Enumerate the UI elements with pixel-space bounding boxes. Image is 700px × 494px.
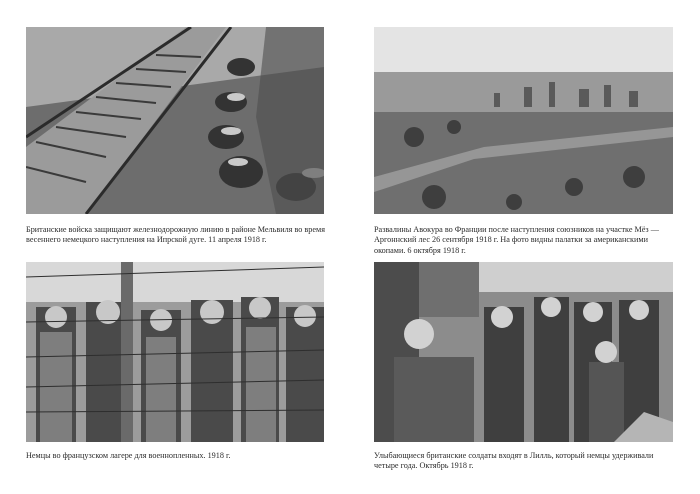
photo-german-prisoners <box>26 262 324 442</box>
caption-photo-2: Развалины Авокура во Франции после наступления союзников на участке Мёз — Аргоннский лес 26 сентября 1918 г. На фото видны палатки за американскими окопами. 6 октября 1918 г. <box>374 225 659 255</box>
caption-photo-4: Улыбающиеся британские солдаты входят в Лилль, который немцы удерживали четыре года. Октябрь 1918 г. <box>374 451 654 471</box>
caption-photo-3: Немцы во французском лагере для военнопленных. 1918 г. <box>26 451 231 460</box>
caption-photo-1: Британские войска защищают железнодорожную линию в районе Мельвиля во время весеннего немецкого наступления на Ипрской дуге. 11 апреля 1918 г. <box>26 225 325 245</box>
photo-railway-soldiers <box>26 27 324 214</box>
photo-avocourt-ruins <box>374 27 673 214</box>
photo-soldiers-lille <box>374 262 673 442</box>
